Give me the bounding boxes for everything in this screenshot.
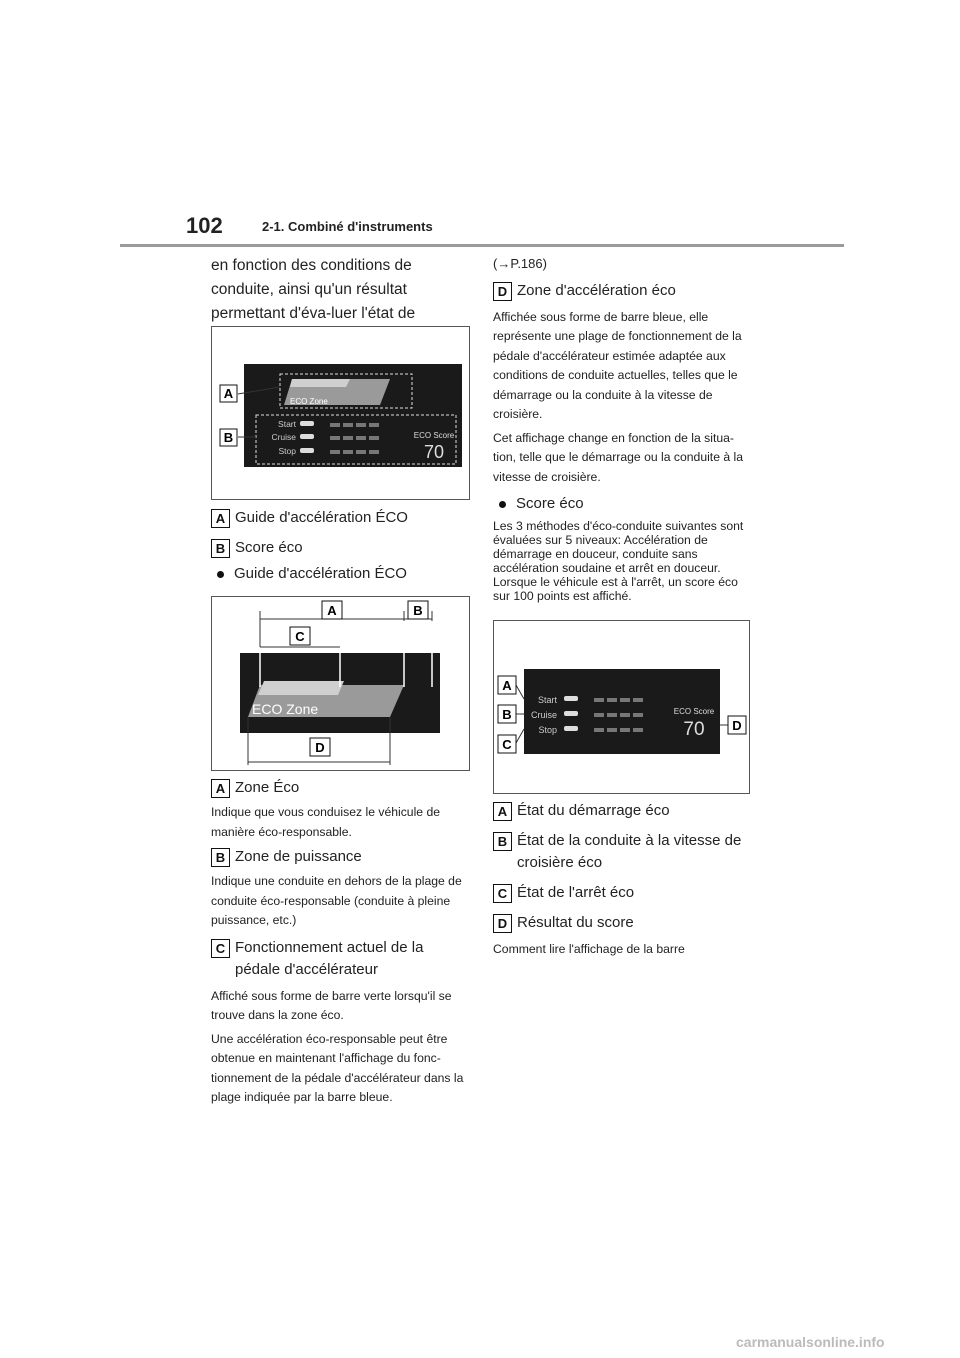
svg-text:B: B [502,707,512,722]
svg-text:70: 70 [683,719,705,740]
svg-text:Stop: Stop [278,446,296,456]
page-number: 102 [186,213,223,238]
svg-text:A: A [223,386,234,401]
figure-eco-score [493,620,750,794]
svg-text:ECO Zone: ECO Zone [252,701,319,717]
svg-text:D: D [732,718,742,733]
svg-text:B: B [223,430,234,445]
section-title: 2-1. Combiné d'instruments [262,219,433,234]
svg-text:70: 70 [423,442,445,462]
svg-text:ECO Score: ECO Score [413,431,455,440]
bullet-eco-guide: Guide d'accélération ÉCO [211,563,471,585]
svg-text:Cruise: Cruise [530,710,557,720]
svg-text:C: C [295,629,305,644]
figure-eco-display [211,326,470,500]
eco-zone-label: ECO Zone [290,397,328,406]
svg-text:A: A [502,678,512,693]
figure-eco-zone [211,596,470,771]
footer-watermark: carmanualsonline.info [736,1334,885,1350]
svg-text:Cruise: Cruise [271,432,296,442]
svg-text:C: C [502,737,512,752]
svg-text:A: A [327,603,337,618]
svg-text:B: B [413,603,423,618]
legend-item: A Guide d'accélération ÉCO [211,507,471,529]
svg-text:ECO Score: ECO Score [673,707,715,716]
fig1-legend [211,507,471,585]
intro-text: en fonction des conditions de conduite, ainsi qu'un résultat permettant d'éva-luer l'état de [211,257,416,322]
svg-text:Stop: Stop [538,725,557,735]
svg-text:Start: Start [278,419,296,429]
legend-item: B Score éco [211,537,471,559]
svg-text:D: D [315,740,325,755]
bullet-score-eco: Score éco [493,493,753,515]
svg-text:Start: Start [537,695,557,705]
fig2-legend: A Zone Éco Indique que vous conduisez le véhicule de manière éco-responsable. B Zone de puissance Indique une conduite en dehors de la plage de conduite éco-responsable (conduite à pleine puissance, etc.) C Fonctionnement actuel de la pédale d'accélérateur Affiché sous forme de barre verte lorsqu'il se trouve dans la zone éco. Une accélération éco-responsable peut être obtenue en maintenant l'affichage du fonc-tionnement de la pédale d'accélérateur dans la plage indiquée par la barre bleue. [211,779,464,1104]
right-top-block: (→P.186) D Zone d'accélération éco Affichée sous forme de barre bleue, elle représente une plage de fonctionnement de la pédale d'accélérateur estimée adaptée aux conditions de conduite actuelles, telles que le démarrage ou la conduite à la vitesse de croisière. Cet affichage change en fonction de la situa-tion, telle que le démarrage ou la conduite à la vitesse de croisière. Score éco Les 3 méthodes d'éco-conduite suivantes sont évaluées sur 5 niveaux: Accélération de démarrage en douceur, conduite sans accélération soudaine et arrêt en douceur. Lorsque le véhicule est à l'arrêt, un score éco sur 100 points est affiché. [493,254,753,603]
header-rule [120,244,844,247]
fig3-legend: A État du démarrage éco B État de la conduite à la vitesse de croisière éco C État de l'arrêt éco D Résultat du score Comment lire l'affichage de la barre [493,802,742,956]
